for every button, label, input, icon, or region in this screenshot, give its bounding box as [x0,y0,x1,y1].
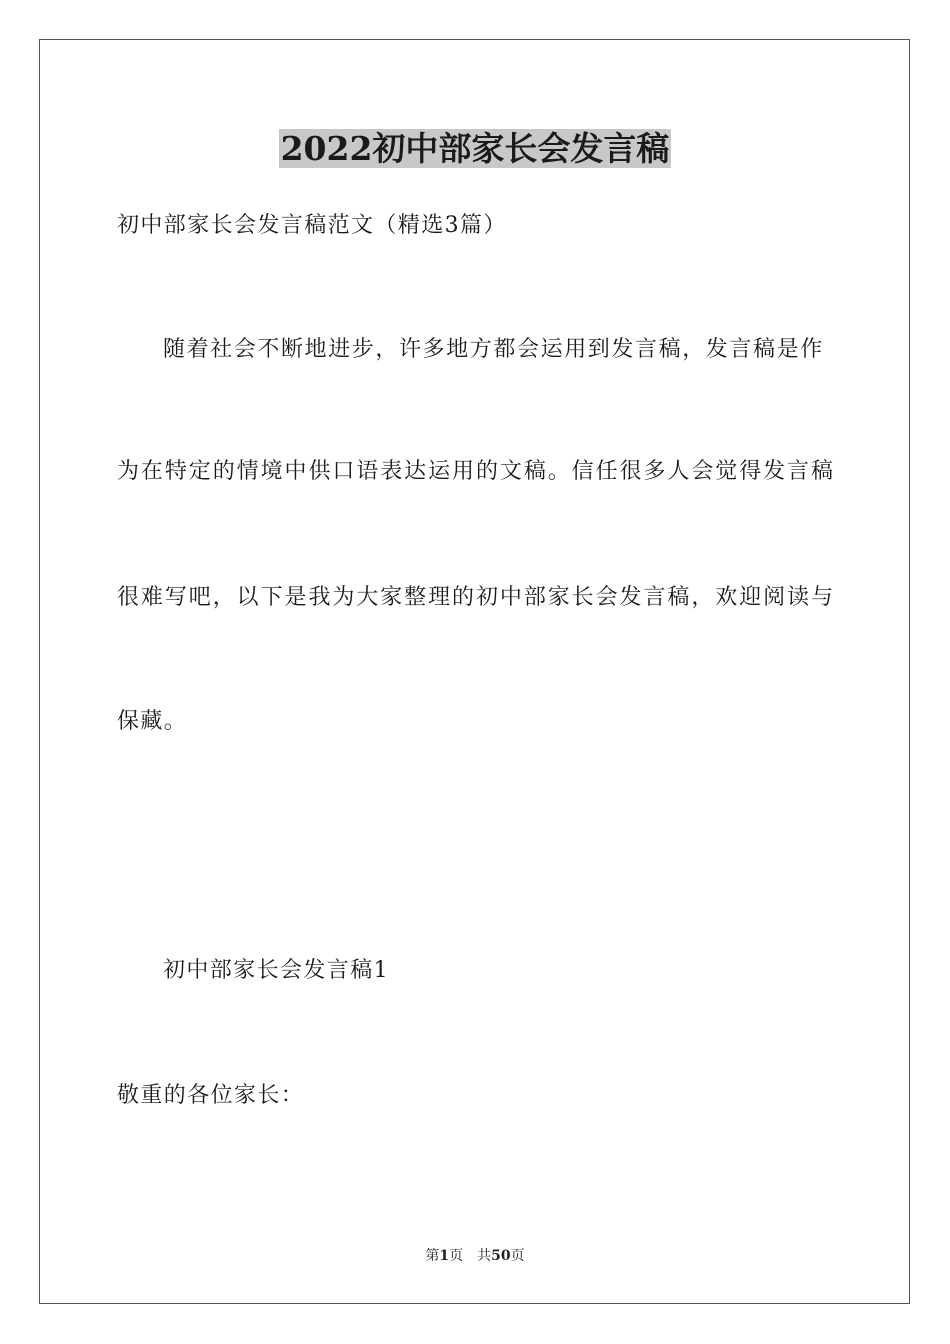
document-subtitle: 初中部家长会发言稿范文（精选3篇） [117,213,507,238]
page-footer [0,1246,950,1266]
intro-line-3: 很难写吧，以下是我为大家整理的初中部家长会发言稿，欢迎阅读与 [117,585,833,610]
document-title-text: 2022初中部家长会发言稿 [280,129,670,168]
intro-line-1: 随着社会不断地进步，许多地方都会运用到发言稿，发言稿是作 [163,337,824,362]
footer-page-suffix: 页 [449,1248,464,1264]
document-title [0,126,950,172]
intro-line-2: 为在特定的情境中供口语表达运用的文稿。信任很多人会觉得发言稿 [117,459,833,484]
intro-line-4: 保藏。 [117,709,188,734]
section-heading: 初中部家长会发言稿1 [163,958,389,983]
footer-page-prefix: 第 [425,1248,440,1264]
footer-total-prefix: 共 [477,1248,492,1264]
footer-page-number: 1 [439,1248,450,1264]
salutation: 敬重的各位家长： [117,1083,305,1108]
footer-total-suffix: 页 [510,1248,525,1264]
footer-total-pages: 50 [491,1248,511,1264]
